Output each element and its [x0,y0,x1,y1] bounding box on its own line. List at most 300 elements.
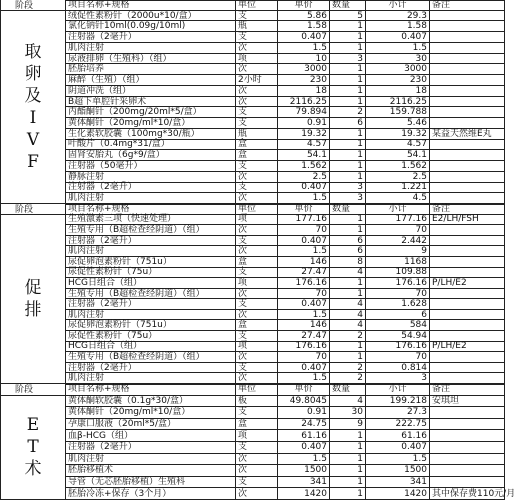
item-name-cell: 阴道冲洗（组） [66,86,236,97]
table-row [0,43,505,54]
quantity-cell: 1 [330,289,366,300]
remark-cell [430,419,505,431]
subtotal-cell: 2.5 [366,172,430,183]
subtotal-cell: 70 [366,352,430,363]
unit-cell: 项 [236,278,278,289]
table-row [0,299,505,310]
quantity-cell: 1 [330,129,366,140]
table-row [0,193,505,204]
unit-price-cell: 5.86 [278,11,330,22]
subtotal-cell: 1168 [366,257,430,268]
column-header: 数量 [330,0,366,11]
subtotal-cell: 70 [366,289,430,300]
unit-price-cell: 0.407 [278,299,330,310]
stage-label-char: T [27,437,39,458]
unit-price-cell: 54.1 [278,150,330,161]
unit-price-cell: 27.47 [278,331,330,342]
remark-cell [430,11,505,22]
item-name-cell: 叶酸片（0.4mg*31/盒） [66,140,236,151]
quantity-cell: 1 [330,454,366,466]
unit-price-cell: 146 [278,320,330,331]
subtotal-cell: 1.221 [366,183,430,194]
remark-cell [430,32,505,43]
quantity-cell: 2 [330,363,366,374]
unit-price-cell: 0.91 [278,407,330,419]
quantity-cell: 1 [330,215,366,226]
unit-price-cell: 49.8045 [278,396,330,408]
item-name-cell: 注射器（2毫升） [66,32,236,43]
unit-cell: 盒 [236,320,278,331]
unit-cell: 次 [236,373,278,384]
column-header: 备注 [430,0,505,11]
item-name-cell: 尿促性素粉针（75u） [66,268,236,279]
quantity-cell: 4 [330,396,366,408]
subtotal-cell: 2116.25 [366,97,430,108]
quantity-cell: 9 [330,419,366,431]
unit-cell: 盒 [236,140,278,151]
quantity-cell: 2 [330,373,366,384]
remark-cell [430,257,505,268]
remark-cell [430,107,505,118]
unit-price-cell: 2116.25 [278,97,330,108]
subtotal-cell: 4.57 [366,140,430,151]
quantity-cell: 1 [330,172,366,183]
table-row [0,310,505,321]
table-row [0,257,505,268]
subtotal-cell: 1.562 [366,161,430,172]
table-row [0,172,505,183]
unit-price-cell: 1.5 [278,310,330,321]
remark-cell [430,331,505,342]
unit-cell: 次 [236,172,278,183]
unit-cell: 项 [236,215,278,226]
stage-label-char: I [29,107,37,128]
column-header: 小计 [366,384,430,396]
item-name-cell: 导管（无芯胚胎移植）生殖科 [66,477,236,489]
subtotal-cell: 341 [366,477,430,489]
unit-price-cell: 1.562 [278,161,330,172]
item-name-cell: 生化素软胶囊（100mg*30/瓶） [66,129,236,140]
quantity-cell: 1 [330,161,366,172]
subtotal-cell: 177.16 [366,215,430,226]
item-name-cell: 注射器（2毫升） [66,183,236,194]
column-header: 备注 [430,384,505,396]
subtotal-cell: 1420 [366,488,430,500]
table-row [0,320,505,331]
item-name-cell: 肌肉注射 [66,373,236,384]
remark-cell [430,407,505,419]
quantity-cell: 1 [330,430,366,442]
unit-cell: 支 [236,268,278,279]
unit-cell: 盒 [236,257,278,268]
unit-price-cell: 70 [278,289,330,300]
unit-price-cell: 176.16 [278,278,330,289]
quantity-cell: 1 [330,43,366,54]
unit-cell: 次 [236,86,278,97]
unit-price-cell: 1.5 [278,193,330,204]
column-header: 项目名称+规格 [66,0,236,11]
subtotal-cell: 0.814 [366,363,430,374]
table-row [0,396,505,408]
unit-price-cell: 79.894 [278,107,330,118]
unit-price-cell: 70 [278,225,330,236]
unit-cell: 次 [236,193,278,204]
subtotal-cell: 30 [366,54,430,65]
remark-cell [430,320,505,331]
table-row [0,97,505,108]
item-name-cell: 胚胎移植术 [66,465,236,477]
table-row [0,140,505,151]
remark-cell [430,118,505,129]
table-header-row [0,204,505,215]
unit-cell: 次 [236,289,278,300]
unit-price-cell: 177.16 [278,215,330,226]
item-name-cell: 胚胎培养 [66,64,236,75]
unit-cell: 支 [236,107,278,118]
remark-cell [430,97,505,108]
quantity-cell: 6 [330,246,366,257]
table-row [0,75,505,86]
column-header: 单位 [236,0,278,11]
item-name-cell: 黄体酮软胶囊（0.1g*30/盒） [66,396,236,408]
remark-cell [430,86,505,97]
unit-cell: 次 [236,225,278,236]
item-name-cell: 注射器（2毫升） [66,236,236,247]
unit-cell: 次 [236,310,278,321]
quantity-cell: 3 [330,54,366,65]
item-name-cell: 丙酯酮针（200mg/20ml*5/盒） [66,107,236,118]
unit-price-cell: 24.75 [278,419,330,431]
item-name-cell: 注射器（50毫升） [66,161,236,172]
unit-price-cell: 0.407 [278,183,330,194]
unit-cell: 支 [236,183,278,194]
stage-label-char: 卵 [24,63,42,84]
column-header: 小计 [366,204,430,215]
item-name-cell: 黄体酮针（20mg/ml*10/盒） [66,118,236,129]
table-row [0,21,505,32]
subtotal-cell: 6 [366,310,430,321]
subtotal-cell: 3 [366,373,430,384]
unit-cell: 次 [236,97,278,108]
unit-price-cell: 341 [278,477,330,489]
unit-cell: 支 [236,442,278,454]
subtotal-cell: 1.58 [366,21,430,32]
table-row [0,215,505,226]
quantity-cell: 6 [330,118,366,129]
table-row [0,246,505,257]
item-name-cell: 生殖激素三项（快速处理） [66,215,236,226]
table-row [0,118,505,129]
item-name-cell: 尿促卵泡素粉针（751u） [66,320,236,331]
item-name-cell: 麻醉（生殖）（组） [66,75,236,86]
remark-cell [430,64,505,75]
remark-cell: 其中保存费110元/月 [432,488,515,499]
quantity-cell: 1 [330,21,366,32]
column-header: 单价 [278,204,330,215]
table-row [0,465,505,477]
unit-cell: 支 [236,331,278,342]
remark-cell [430,299,505,310]
table-row [0,32,505,43]
quantity-cell: 1 [330,64,366,75]
remark-cell [430,193,505,204]
column-header: 单价 [278,0,330,11]
subtotal-cell: 18 [366,86,430,97]
table-row [0,64,505,75]
table-row [0,236,505,247]
table-row [0,11,505,22]
subtotal-cell: 222.75 [366,419,430,431]
remark-cell [430,246,505,257]
item-name-cell: 肌肉注射 [66,454,236,466]
remark-cell [430,373,505,384]
unit-price-cell: 10 [278,54,330,65]
table-row [0,454,505,466]
quantity-cell: 5 [330,11,366,22]
remark-cell [430,289,505,300]
remark-cell [430,236,505,247]
unit-cell: 次 [236,246,278,257]
table-row [0,373,505,384]
subtotal-cell: 61.16 [366,430,430,442]
table-row [0,86,505,97]
stage-label-char: 促 [24,277,42,298]
table-row [0,150,505,161]
subtotal-cell: 54.94 [366,331,430,342]
table-row [0,419,505,431]
quantity-cell: 1 [330,342,366,353]
table-row [0,107,505,118]
remark-cell [430,43,505,54]
remark-cell [430,363,505,374]
unit-cell: 盒 [236,419,278,431]
unit-price-cell: 230 [278,75,330,86]
unit-cell: 项 [236,430,278,442]
subtotal-cell: 2.442 [366,236,430,247]
item-name-cell: 尿液排卵（生殖科）（组） [66,54,236,65]
column-header: 单位 [236,204,278,215]
subtotal-cell: 0.407 [366,32,430,43]
remark-cell [430,442,505,454]
subtotal-cell: 1.5 [366,454,430,466]
table-header-row [0,384,505,396]
unit-price-cell: 0.407 [278,442,330,454]
column-header: 单价 [278,384,330,396]
remark-cell [430,310,505,321]
subtotal-cell: 3000 [366,64,430,75]
table-row [0,488,515,500]
quantity-cell: 1 [330,465,366,477]
remark-cell: P/LH/E2 [430,278,505,289]
quantity-cell: 2 [330,331,366,342]
table-row [0,342,505,353]
unit-price-cell: 1.5 [278,454,330,466]
item-name-cell: 肌肉注射 [66,310,236,321]
unit-cell: 支 [236,161,278,172]
unit-price-cell: 1.5 [278,373,330,384]
subtotal-cell: 19.32 [366,129,430,140]
unit-price-cell: 146 [278,257,330,268]
quantity-cell: 3 [330,183,366,194]
subtotal-cell: 9 [366,246,430,257]
unit-cell: 次 [236,488,278,500]
quantity-cell: 1 [330,86,366,97]
quantity-cell: 1 [330,442,366,454]
column-header: 数量 [330,204,366,215]
table-row [0,407,505,419]
quantity-cell: 1 [330,32,366,43]
quantity-cell: 1 [330,477,366,489]
stage-header-cell: 阶段 [0,204,66,215]
subtotal-cell: 1500 [366,465,430,477]
subtotal-cell: 176.16 [366,278,430,289]
remark-cell [430,465,505,477]
unit-price-cell: 0.407 [278,32,330,43]
subtotal-cell: 1.5 [366,43,430,54]
unit-price-cell: 1.5 [278,246,330,257]
table-row [0,289,505,300]
quantity-cell: 1 [330,97,366,108]
quantity-cell: 1 [330,278,366,289]
subtotal-cell: 54.1 [366,150,430,161]
remark-cell: 安琪坦 [430,396,505,408]
unit-price-cell: 1.58 [278,21,330,32]
stage-label-char: 排 [24,299,42,320]
quantity-cell: 1 [330,150,366,161]
stage-label-char: 取 [24,41,42,62]
remark-cell [430,225,505,236]
quantity-cell: 6 [330,236,366,247]
unit-cell: 2小时 [236,75,278,86]
item-name-cell: 氯化钠针10ml(0.09g/10ml) [66,21,236,32]
item-name-cell: 肌肉注射 [66,193,236,204]
stage-label-char: V [26,129,40,150]
quantity-cell: 1 [330,75,366,86]
remark-cell [430,183,505,194]
remark-cell [430,75,505,86]
unit-price-cell: 176.16 [278,342,330,353]
unit-price-cell: 1.5 [278,43,330,54]
unit-price-cell: 0.91 [278,118,330,129]
remark-cell [430,477,505,489]
subtotal-cell: 199.218 [366,396,430,408]
unit-price-cell: 2.5 [278,172,330,183]
item-name-cell: 注射器（2毫升） [66,363,236,374]
unit-price-cell: 27.47 [278,268,330,279]
stage-header-cell: 阶段 [0,384,66,396]
item-name-cell: 孕康口服液（20ml*5/盒） [66,419,236,431]
unit-price-cell: 19.32 [278,129,330,140]
unit-cell: 项 [236,54,278,65]
unit-price-cell: 1500 [278,465,330,477]
subtotal-cell: 159.788 [366,107,430,118]
table-row [0,430,505,442]
table-row [0,278,505,289]
item-name-cell: 生殖专用（B超检查经阴道）（组） [66,225,236,236]
item-name-cell: 注射器（2毫升） [66,442,236,454]
item-name-cell: 绒促性素粉针（2000u*10/盒） [66,11,236,22]
quantity-cell: 1 [330,225,366,236]
item-name-cell: 肌肉注射 [66,246,236,257]
subtotal-cell: 109.88 [366,268,430,279]
quantity-cell: 1 [330,140,366,151]
item-name-cell: HCG日组合（组） [66,342,236,353]
remark-cell: E2/LH/FSH [430,215,505,226]
column-header: 小计 [366,0,430,11]
unit-price-cell: 0.407 [278,236,330,247]
unit-cell: 支 [236,299,278,310]
unit-cell: 次 [236,454,278,466]
table-row [0,352,505,363]
subtotal-cell: 70 [366,225,430,236]
unit-cell: 盒 [236,150,278,161]
remark-cell [430,54,505,65]
item-name-cell: B超下单腔针采卵术 [66,97,236,108]
quantity-cell: 4 [330,299,366,310]
item-name-cell: 肌肉注射 [66,43,236,54]
subtotal-cell: 4.5 [366,193,430,204]
quantity-cell: 1 [330,488,366,500]
column-header: 单位 [236,384,278,396]
subtotal-cell: 29.3 [366,11,430,22]
column-header: 项目名称+规格 [66,384,236,396]
subtotal-cell: 1.628 [366,299,430,310]
item-name-cell: HCG日组合（组） [66,278,236,289]
unit-price-cell: 4.57 [278,140,330,151]
quantity-cell: 1 [330,352,366,363]
unit-price-cell: 3000 [278,64,330,75]
quantity-cell: 4 [330,310,366,321]
unit-price-cell: 18 [278,86,330,97]
unit-cell: 支 [236,236,278,247]
column-header: 项目名称+规格 [66,204,236,215]
table-row [0,442,505,454]
item-name-cell: 尿促卵泡素粉针（751u） [66,257,236,268]
remark-cell [430,268,505,279]
unit-cell: 瓶 [236,21,278,32]
subtotal-cell: 5.46 [366,118,430,129]
table-header-row [0,0,505,11]
remark-cell [430,21,505,32]
table-row [0,225,505,236]
item-name-cell: 血β-HCG（组） [66,430,236,442]
table-row [0,129,505,140]
subtotal-cell: 176.16 [366,342,430,353]
quantity-cell: 4 [330,268,366,279]
unit-price-cell: 0.407 [278,363,330,374]
item-name-cell: 生殖专用（B超检查经阴道）（组） [66,352,236,363]
remark-cell: P/LH/E2 [430,342,505,353]
stage-header-cell: 阶段 [0,0,66,11]
remark-cell [430,172,505,183]
unit-cell: 次 [236,43,278,54]
unit-cell: 支 [236,32,278,43]
unit-cell: 支 [236,118,278,129]
stage-label-char: 及 [24,85,42,106]
stage-label-char: E [26,415,40,436]
quantity-cell: 8 [330,257,366,268]
table-row [0,183,505,194]
item-name-cell: 生殖专用（B超检查经阴道）（组） [66,289,236,300]
unit-price-cell: 1420 [278,488,330,500]
remark-cell [430,430,505,442]
stage-label-char: 术 [24,459,42,480]
item-name-cell: 固肾安胎丸（6g*9/盒） [66,150,236,161]
remark-cell: 某益天然维E丸 [430,129,505,140]
column-header: 数量 [330,384,366,396]
subtotal-cell: 584 [366,320,430,331]
table-row [0,477,505,489]
